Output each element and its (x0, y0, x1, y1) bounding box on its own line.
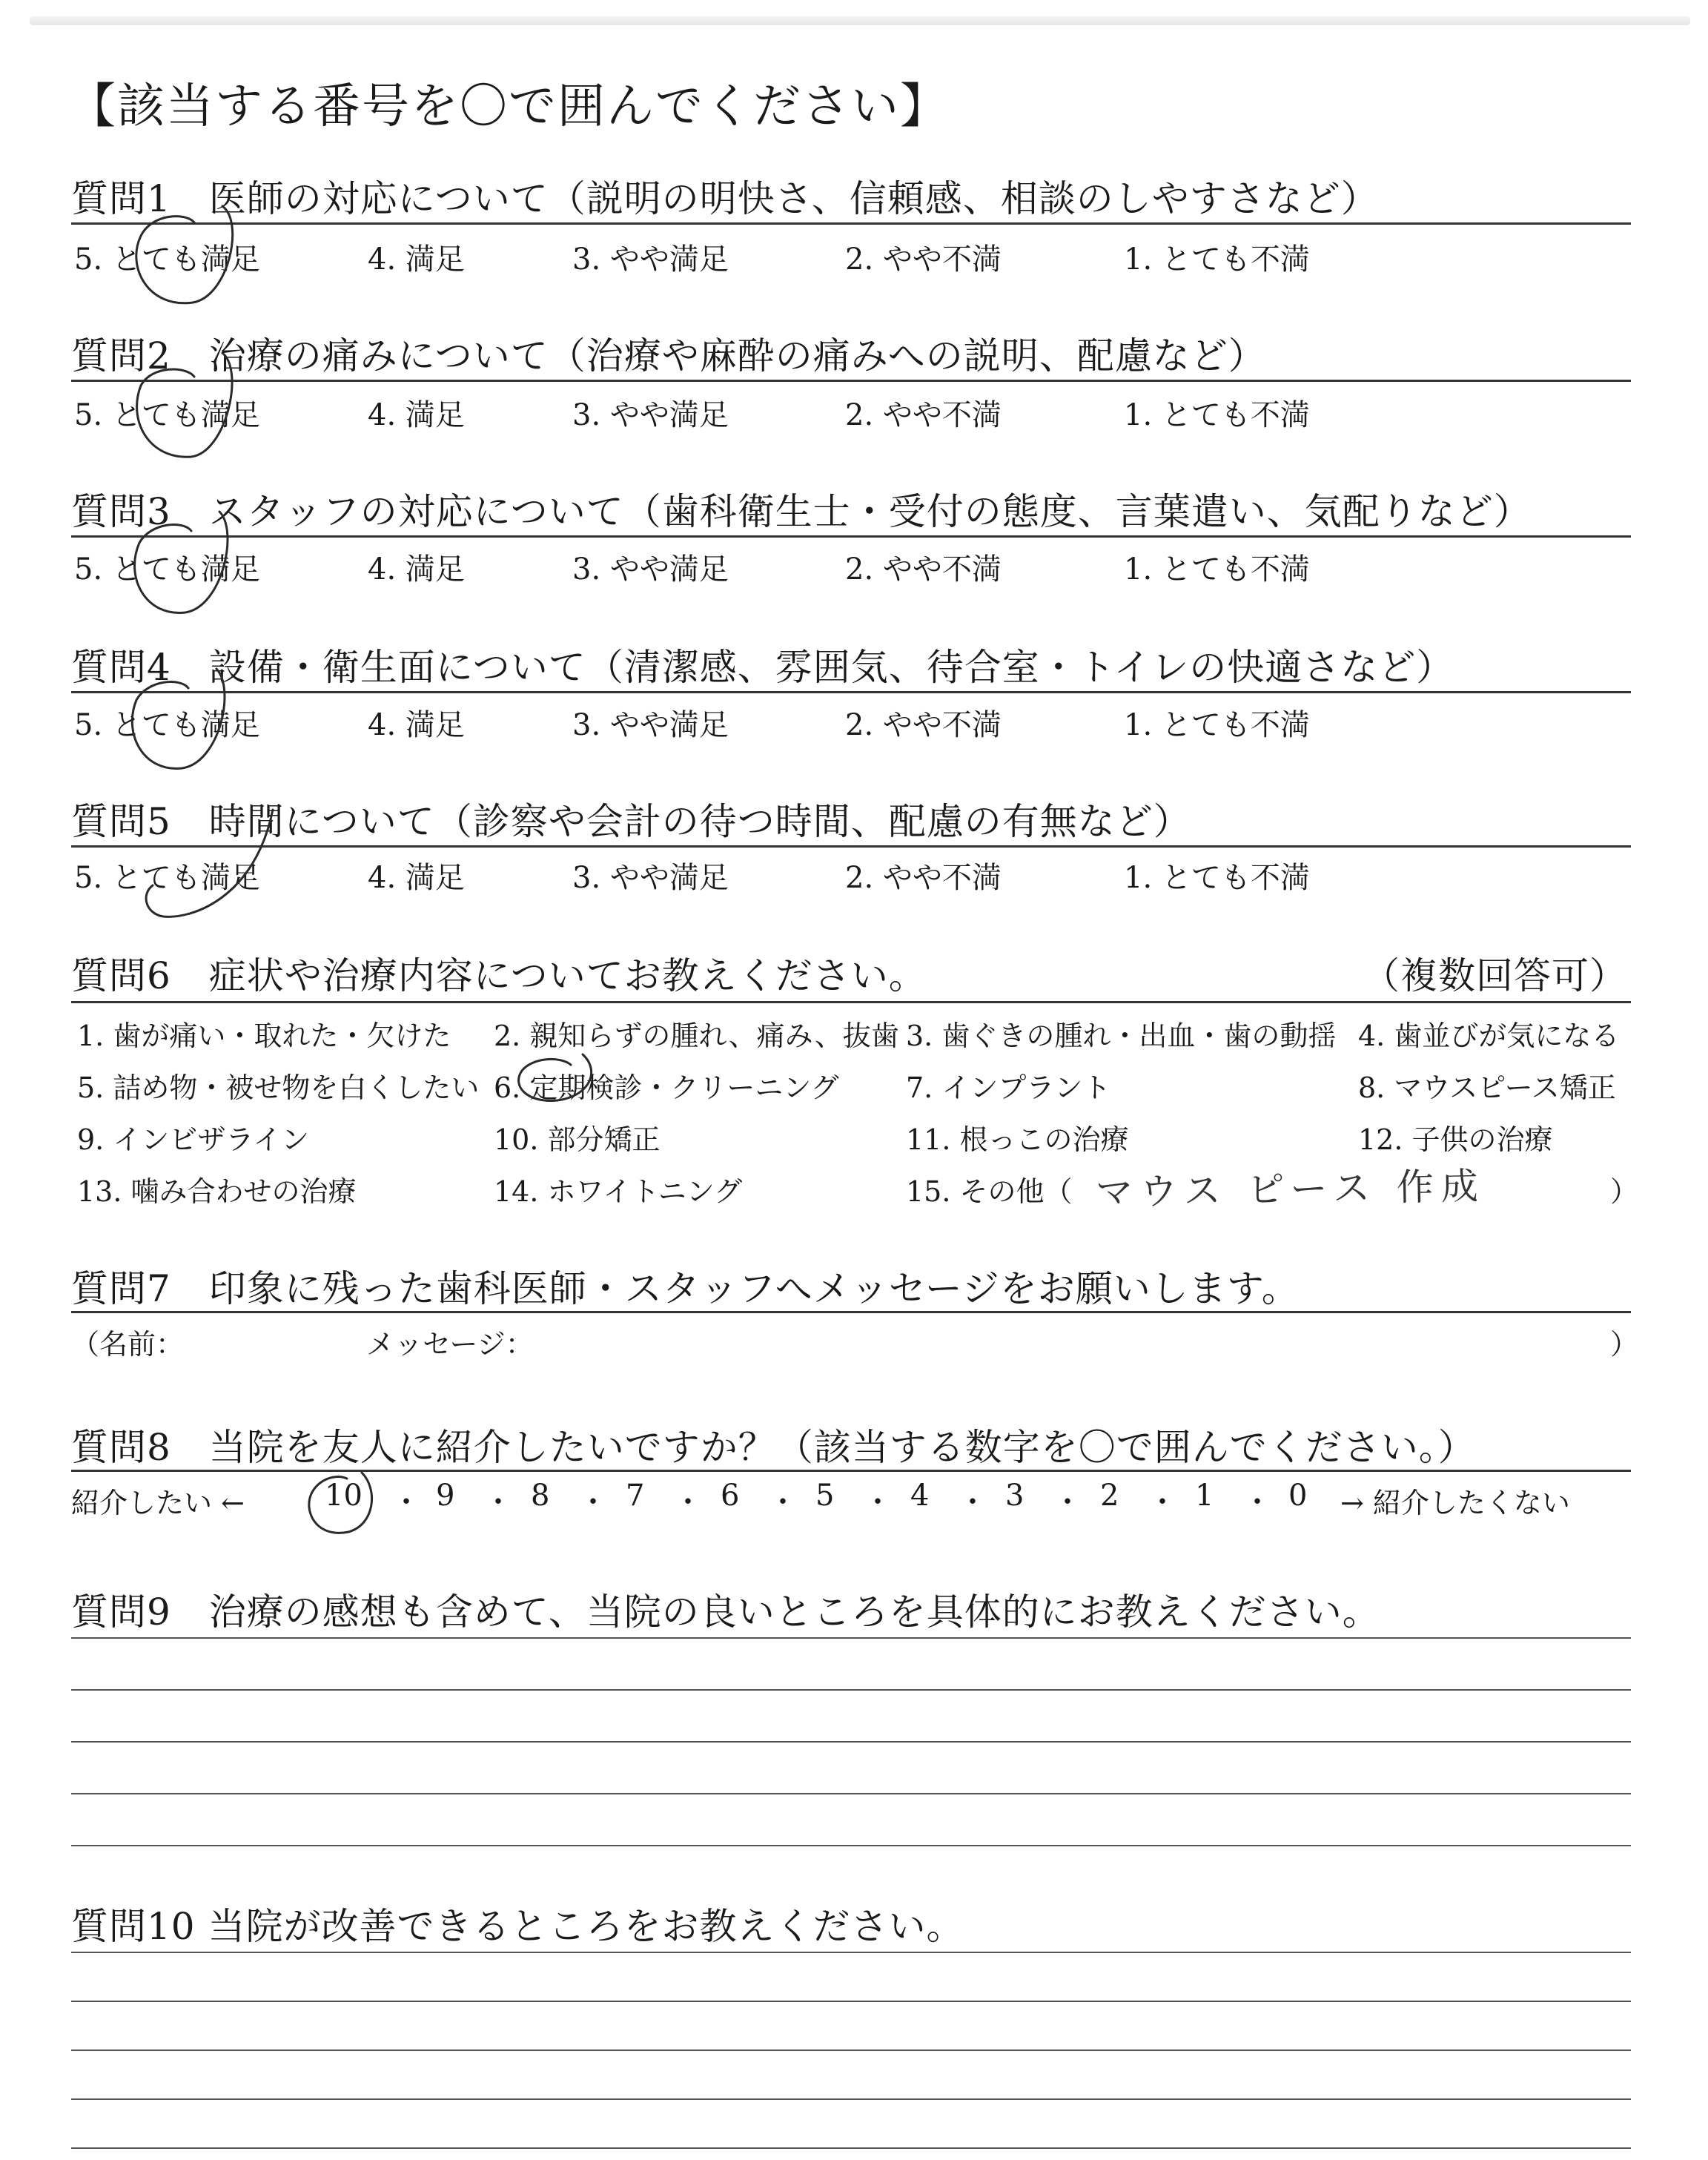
q8-scale-10[interactable]: 10 (325, 1479, 363, 1513)
q8-scale-2[interactable]: 2 (1100, 1479, 1119, 1513)
q5-option-3[interactable]: 3. やや満足 (572, 861, 729, 895)
q6-item-15[interactable]: 15. その他（ (906, 1175, 1073, 1208)
q3-option-4[interactable]: 4. 満足 (368, 552, 465, 587)
q5-option-5[interactable]: 5. とても満足 (74, 861, 260, 895)
q5-rule (71, 845, 1631, 848)
q7-rule (71, 1311, 1631, 1313)
answer-line (71, 1793, 1631, 1794)
q3-option-3[interactable]: 3. やや満足 (572, 552, 729, 587)
q4-option-4[interactable]: 4. 満足 (368, 708, 465, 742)
q6-item-9[interactable]: 9. インビザライン (77, 1123, 310, 1156)
q5-title: 質問5 時間について（診察や会計の待つ時間、配慮の有無など） (71, 800, 1191, 843)
answer-line (71, 2098, 1631, 2100)
q2-option-5[interactable]: 5. とても満足 (74, 398, 260, 432)
q8-separator: ・ (578, 1485, 608, 1519)
q4-option-5[interactable]: 5. とても満足 (74, 708, 260, 742)
answer-line (71, 1952, 1631, 1953)
q1-title: 質問1 医師の対応について（説明の明快さ、信頼感、相談のしやすさなど） (71, 177, 1379, 220)
q1-option-5[interactable]: 5. とても満足 (74, 242, 260, 277)
q3-option-5[interactable]: 5. とても満足 (74, 552, 260, 587)
q1-rule (71, 222, 1631, 225)
q8-scale-6[interactable]: 6 (721, 1479, 740, 1513)
q6-item-2[interactable]: 2. 親知らずの腫れ、痛み、抜歯 (494, 1020, 899, 1052)
q3-option-1[interactable]: 1. とても不満 (1124, 552, 1310, 587)
q6-item-13[interactable]: 13. 噛み合わせの治療 (77, 1175, 357, 1208)
q2-rule (71, 380, 1631, 382)
q1-option-4[interactable]: 4. 満足 (368, 242, 465, 277)
form-header: 【該当する番号を〇で囲んでください】 (68, 79, 949, 134)
q4-title: 質問4 設備・衛生面について（清潔感、雰囲気、待合室・トイレの快適さなど） (71, 646, 1454, 689)
q2-option-1[interactable]: 1. とても不満 (1124, 398, 1310, 432)
q8-scale-8[interactable]: 8 (531, 1479, 550, 1513)
q8-separator: ・ (483, 1485, 513, 1519)
q7-message-label: メッセージ： (366, 1328, 534, 1361)
q8-separator: ・ (768, 1485, 798, 1519)
q8-separator: ・ (1242, 1485, 1272, 1519)
q8-separator: ・ (958, 1485, 987, 1519)
q4-rule (71, 691, 1631, 693)
q5-option-4[interactable]: 4. 満足 (368, 861, 465, 895)
q6-item-14[interactable]: 14. ホワイトニング (494, 1175, 743, 1208)
q6-item-8[interactable]: 8. マウスピース矯正 (1358, 1071, 1616, 1104)
q6-other-handwritten[interactable]: マウス ピース 作成 (1095, 1164, 1486, 1215)
q8-scale-5[interactable]: 5 (815, 1479, 835, 1513)
q2-option-2[interactable]: 2. やや不満 (845, 398, 1002, 432)
q8-right-label: → 紹介したくない (1340, 1487, 1570, 1519)
scan-edge (30, 16, 1690, 25)
q8-separator: ・ (391, 1485, 421, 1519)
q6-item-7[interactable]: 7. インプラント (906, 1071, 1111, 1104)
q9-title: 質問9 治療の感想も含めて、当院の良いところを具体的にお教えください。 (71, 1591, 1380, 1634)
q6-item-12[interactable]: 12. 子供の治療 (1358, 1123, 1553, 1156)
q6-item-10[interactable]: 10. 部分矯正 (494, 1123, 661, 1156)
q7-close: ） (1610, 1328, 1639, 1361)
answer-line (71, 2147, 1631, 2149)
q8-scale-1[interactable]: 1 (1195, 1479, 1214, 1513)
q2-option-3[interactable]: 3. やや満足 (572, 398, 729, 432)
q8-separator: ・ (863, 1485, 893, 1519)
q8-rule (71, 1470, 1631, 1472)
q8-title: 質問8 当院を友人に紹介したいですか？（該当する数字を〇で囲んでください。） (71, 1426, 1476, 1469)
q4-option-1[interactable]: 1. とても不満 (1124, 708, 1310, 742)
answer-line (71, 2050, 1631, 2051)
answer-line (71, 2001, 1631, 2002)
q5-option-1[interactable]: 1. とても不満 (1124, 861, 1310, 895)
q3-option-2[interactable]: 2. やや不満 (845, 552, 1002, 587)
q1-option-2[interactable]: 2. やや不満 (845, 242, 1002, 277)
q8-separator: ・ (673, 1485, 703, 1519)
q8-scale-4[interactable]: 4 (910, 1479, 930, 1513)
q2-option-4[interactable]: 4. 満足 (368, 398, 465, 432)
q6-item-3[interactable]: 3. 歯ぐきの腫れ・出血・歯の動揺 (906, 1020, 1337, 1052)
q8-scale-0[interactable]: 0 (1288, 1479, 1308, 1513)
q6-title: 質問6 症状や治療内容についてお教えください。 (71, 954, 927, 997)
q3-rule (71, 535, 1631, 538)
answer-line (71, 1637, 1631, 1639)
q6-item-5[interactable]: 5. 詰め物・被せ物を白くしたい (77, 1071, 480, 1104)
q10-title: 質問10 当院が改善できるところをお教えください。 (71, 1905, 964, 1948)
q6-item-1[interactable]: 1. 歯が痛い・取れた・欠けた (77, 1020, 451, 1052)
q8-separator: ・ (1053, 1485, 1082, 1519)
q8-scale-7[interactable]: 7 (626, 1479, 645, 1513)
q3-title: 質問3 スタッフの対応について（歯科衛生士・受付の態度、言葉遣い、気配りなど） (71, 490, 1532, 533)
q1-option-3[interactable]: 3. やや満足 (572, 242, 729, 277)
q6-item-11[interactable]: 11. 根っこの治療 (906, 1123, 1129, 1156)
q2-title: 質問2 治療の痛みについて（治療や麻酔の痛みへの説明、配慮など） (71, 334, 1266, 377)
q8-separator: ・ (1148, 1485, 1177, 1519)
q5-option-2[interactable]: 2. やや不満 (845, 861, 1002, 895)
answer-line (71, 1741, 1631, 1743)
q8-scale-9[interactable]: 9 (436, 1479, 455, 1513)
q7-name-label: （名前： (71, 1328, 185, 1361)
q4-option-2[interactable]: 2. やや不満 (845, 708, 1002, 742)
q4-option-3[interactable]: 3. やや満足 (572, 708, 729, 742)
answer-line (71, 1689, 1631, 1691)
q6-note: （複数回答可） (1363, 954, 1627, 997)
q6-item-15-close: ） (1610, 1175, 1639, 1208)
q6-rule (71, 1001, 1631, 1003)
q6-item-4[interactable]: 4. 歯並びが気になる (1358, 1020, 1620, 1052)
q1-option-1[interactable]: 1. とても不満 (1124, 242, 1310, 277)
q7-title: 質問7 印象に残った歯科医師・スタッフへメッセージをお願いします。 (71, 1267, 1300, 1310)
answer-line (71, 1845, 1631, 1846)
q8-left-label: 紹介したい ← (71, 1487, 245, 1519)
q6-item-6[interactable]: 6. 定期検診・クリーニング (494, 1071, 839, 1104)
q8-scale-3[interactable]: 3 (1005, 1479, 1025, 1513)
